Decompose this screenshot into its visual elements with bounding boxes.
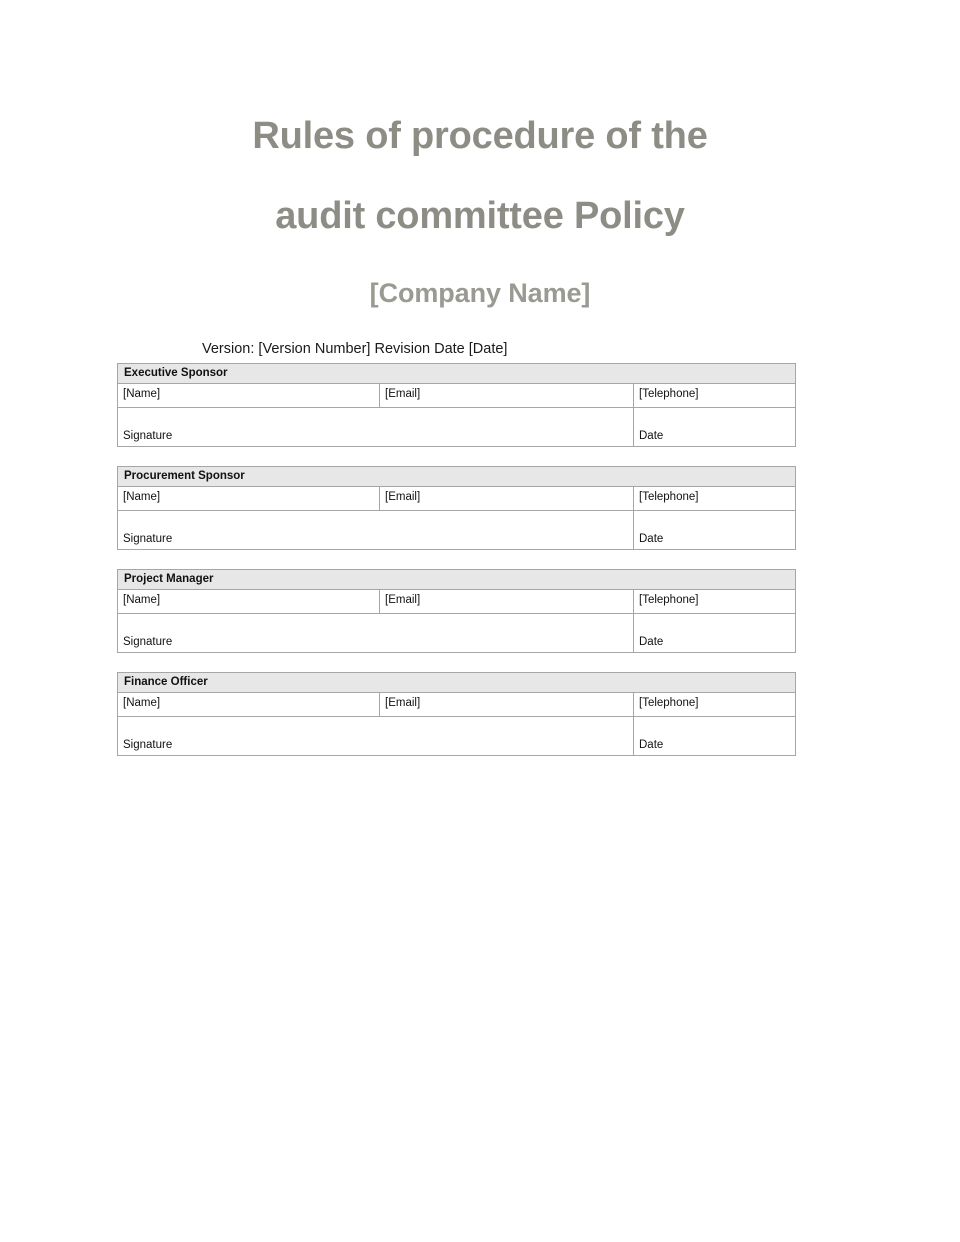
email-cell[interactable]: [Email] [380,384,634,408]
email-cell[interactable]: [Email] [380,693,634,717]
version-revision-line: Version: [Version Number] Revision Date [Date] [202,341,508,357]
table-header-row [118,467,796,487]
table-header-row [118,570,796,590]
table-row [118,693,796,717]
name-cell[interactable]: [Name] [118,487,380,511]
date-cell[interactable]: Date [634,408,796,447]
role-header-cell: Procurement Sponsor [118,467,796,487]
table-row [118,614,796,653]
signature-cell[interactable]: Signature [118,408,634,447]
table-header-row [118,364,796,384]
role-header-cell: Finance Officer [118,673,796,693]
date-cell[interactable]: Date [634,614,796,653]
document-title-line-1: Rules of procedure of the [252,115,708,157]
title-block [0,96,960,330]
role-header-cell: Executive Sponsor [118,364,796,384]
date-cell[interactable]: Date [634,511,796,550]
email-cell[interactable]: [Email] [380,487,634,511]
table-header-row [118,673,796,693]
name-cell[interactable]: [Name] [118,693,380,717]
table-row [118,717,796,756]
name-cell[interactable]: [Name] [118,590,380,614]
company-name-placeholder: [Company Name] [369,278,591,308]
signature-cell[interactable]: Signature [118,717,634,756]
signature-table-procurement-sponsor [117,466,796,550]
signature-table-project-manager [117,569,796,653]
telephone-cell[interactable]: [Telephone] [634,384,796,408]
name-cell[interactable]: [Name] [118,384,380,408]
signature-table-finance-officer [117,672,796,756]
role-header-cell: Project Manager [118,570,796,590]
email-cell[interactable]: [Email] [380,590,634,614]
table-row [118,590,796,614]
telephone-cell[interactable]: [Telephone] [634,487,796,511]
telephone-cell[interactable]: [Telephone] [634,693,796,717]
date-cell[interactable]: Date [634,717,796,756]
telephone-cell[interactable]: [Telephone] [634,590,796,614]
table-row [118,511,796,550]
signature-cell[interactable]: Signature [118,511,634,550]
document-title-line-2: audit committee Policy [275,195,685,237]
table-row [118,384,796,408]
signature-table-executive-sponsor [117,363,796,447]
table-row [118,487,796,511]
signature-cell[interactable]: Signature [118,614,634,653]
table-row [118,408,796,447]
